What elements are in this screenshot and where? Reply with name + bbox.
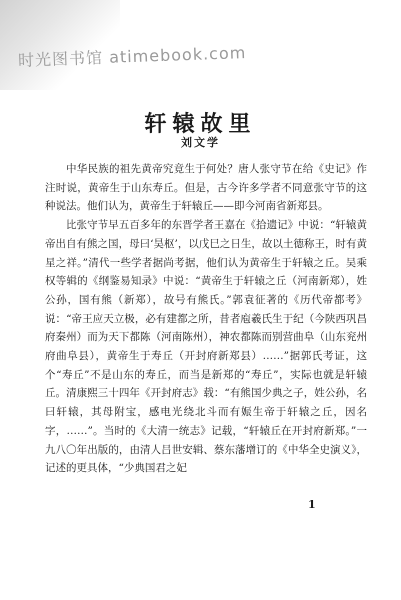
paragraph: 中华民族的祖先黄帝究竟生于何处？唐人张守节在给《史记》作注时说，黄帝生于山东寿丘。但是，古今许多学者不同意张守节的这种说法。他们认为，黄帝生于轩辕丘——即今河南省新郑县。 bbox=[45, 163, 367, 213]
watermark-text: 时光图书馆 atimebook.com bbox=[17, 43, 247, 70]
article-body bbox=[45, 160, 367, 478]
author-name: 刘文学 bbox=[181, 136, 220, 149]
paragraph: 比张守节早五百多年的东晋学者王嘉在《拾遗记》中说：“轩辕黄帝出自有熊之国，母曰‘昊枢’，以戊巳之日生，故以土德称王，时有黄星之祥。”清代一些学者据尚考据，他们认为黄帝生于轩辕之丘。吴乘权等辑的《纲鉴易知录》中说：“黄帝生于轩辕之丘（河南新郑），姓公孙，国有熊（新郑），故号有熊氏。”郭袁征著的《历代帝都考》说：“帝王应天立极，必有建都之所，昔者庖羲氏生于纪（今陕西巩昌府秦州）而为天下都陈（河南陈州），神农都陈而别营曲阜（山东兖州府曲阜县），黄帝生于寿丘（开封府新郑县）……”据郭氏考证，这个“寿丘”不是山东的寿丘，而当是新郑的“寿丘”，实际也就是轩辕丘。清康熙三十四年《开封府志》载：“有熊国少典之子，姓公孙，名曰轩辕，其母附宝，感电光绕北斗而有娠生帝于轩辕之丘，因名字，……”。当时的《大清一统志》记载，“轩辕丘在开封府新郑。”一九八〇年出版的，由清人吕世安辑、蔡东藩增订的《中华全史演义》，记述的更具体，“少典国君之妃 bbox=[45, 219, 367, 475]
page-number: 1 bbox=[308, 498, 316, 511]
article-title: 轩辕故里 bbox=[144, 110, 257, 137]
